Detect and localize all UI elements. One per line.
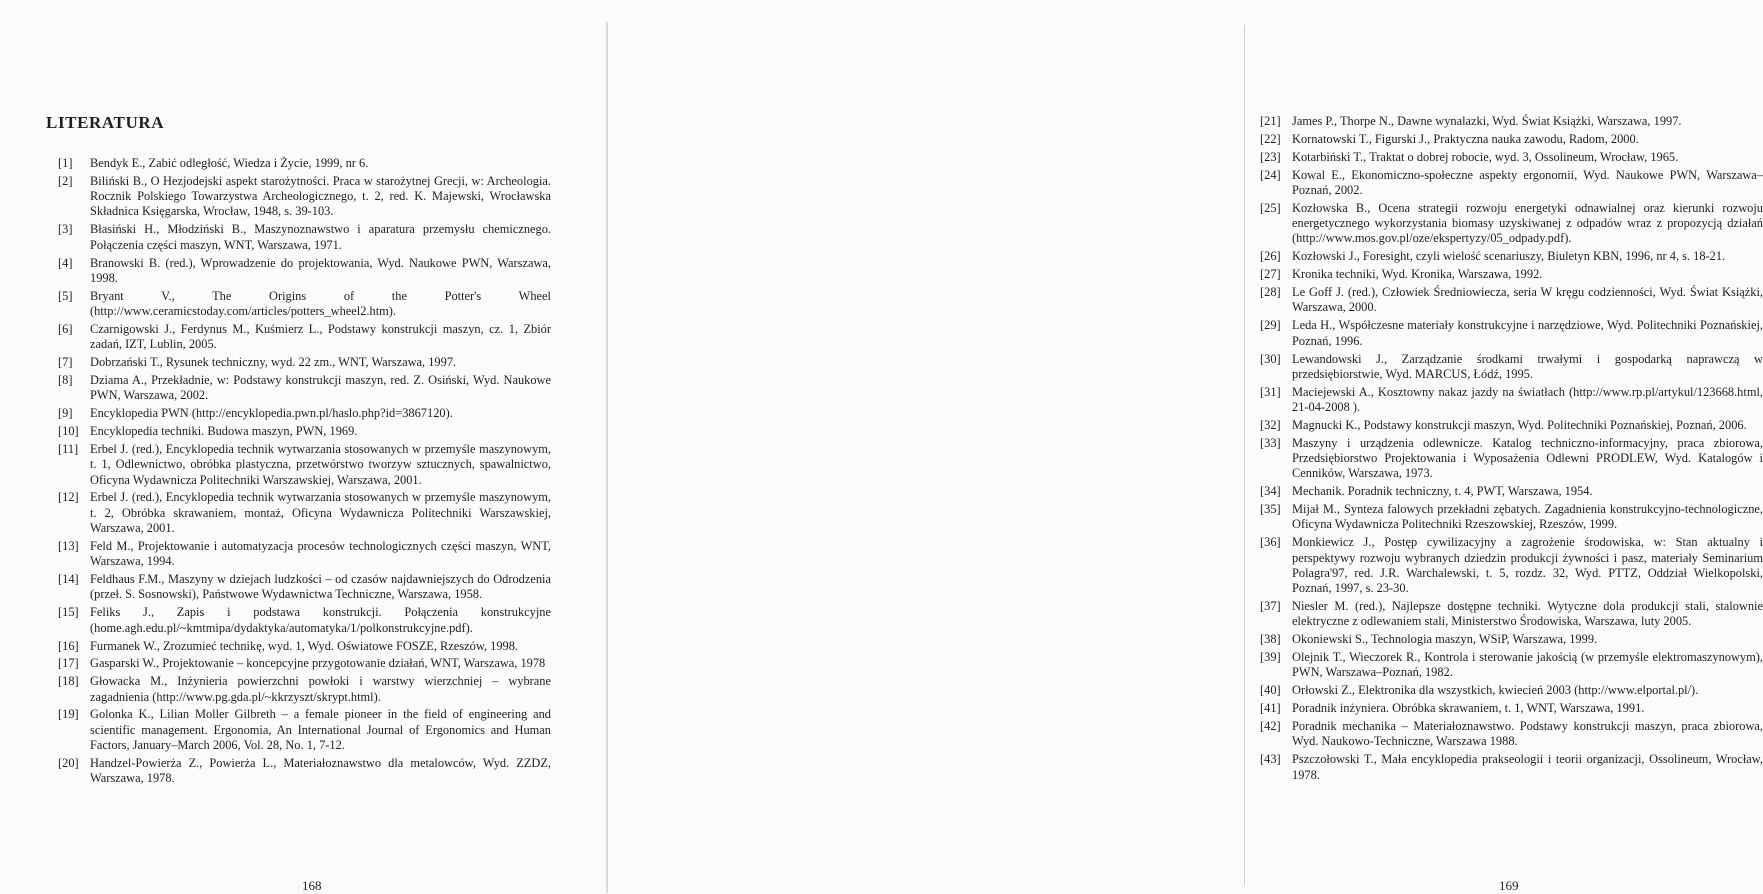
reference-item xyxy=(58,424,551,439)
reference-item xyxy=(1260,249,1763,264)
reference-item xyxy=(1260,318,1763,349)
reference-number: [36] xyxy=(1260,535,1281,550)
reference-item xyxy=(1260,267,1763,282)
reference-text: Maszyny i urządzenia odlewnicze. Katalog techniczno-informacyjny, praca zbiorowa, Przedsiębiorstwo Projektowania i Wyposażenia Odlewni PRODLEW, Wyd. Katalogów i Cenników, Warszawa, 1973. xyxy=(1292,435,1763,481)
reference-item xyxy=(1260,650,1763,681)
reference-number: [20] xyxy=(58,755,79,770)
reference-item xyxy=(1260,418,1763,433)
reference-item xyxy=(58,256,551,287)
reference-text: Encyklopedia PWN (http://encyklopedia.pwn.pl/haslo.php?id=3867120). xyxy=(90,406,453,421)
reference-text: Handzel-Powierża Z., Powierża L., Materiałoznawstwo dla metalowców, Wyd. ZZDZ, Warszawa, 1978. xyxy=(90,755,551,786)
reference-number: [11] xyxy=(58,441,79,456)
reference-text: Bendyk E., Zabić odległość, Wiedza i Życie, 1999, nr 6. xyxy=(90,156,369,170)
reference-text: Kozłowski J., Foresight, czyli wielość scenariuszy, Biuletyn KBN, 1996, nr 4, s. 18-21. xyxy=(1292,249,1726,264)
reference-item xyxy=(58,289,551,320)
reference-number: [31] xyxy=(1260,384,1281,399)
reference-number: [3] xyxy=(58,222,73,237)
reference-number: [32] xyxy=(1260,417,1281,432)
page-number-right: 169 xyxy=(1499,878,1519,893)
reference-item xyxy=(1260,436,1763,482)
reference-number: [29] xyxy=(1260,318,1281,333)
reference-text: Mechanik. Poradnik techniczny, t. 4, PWT, Warszawa, 1954. xyxy=(1292,484,1593,499)
reference-number: [41] xyxy=(1260,701,1281,716)
reference-text: Branowski B. (red.), Wprowadzenie do projektowania, Wyd. Naukowe PWN, Warszawa, 1998. xyxy=(90,255,551,285)
reference-item xyxy=(58,406,551,421)
reference-item xyxy=(1260,114,1763,129)
reference-text: Erbel J. (red.), Encyklopedia technik wytwarzania stosowanych w przemyśle maszynowym, t. 1, Odlewnictwo, obróbka plastyczna, przetwórstwo tworzyw sztucznych, spawalnictwo, Oficyna Wydawnicza Politechniki Warszawskiej, Warszawa, 2001. xyxy=(90,441,551,487)
reference-number: [25] xyxy=(1260,200,1281,215)
reference-item xyxy=(58,490,551,536)
reference-text: Feldhaus F.M., Maszyny w dziejach ludzkości – od czasów najdawniejszych do Odrodzenia (przeł. S. Sosnowski), Państwowe Wydawnictwa Techniczne, Warszawa, 1958. xyxy=(90,572,551,602)
reference-text: Kornatowski T., Figurski J., Praktyczna nauka zawodu, Radom, 2000. xyxy=(1292,131,1639,146)
reference-number: [33] xyxy=(1260,435,1281,450)
reference-number: [43] xyxy=(1260,752,1281,767)
reference-item xyxy=(58,355,551,370)
reference-number: [15] xyxy=(58,605,79,620)
reference-item xyxy=(58,639,551,654)
reference-text: Gasparski W., Projektowanie – koncepcyjne przygotowanie działań, WNT, Warszawa, 1978 xyxy=(90,656,546,671)
reference-number: [10] xyxy=(58,424,79,439)
reference-text: Erbel J. (red.), Encyklopedia technik wytwarzania stosowanych w przemyśle maszynowym, t. 2, Obróbka skrawaniem, montaż, Oficyna Wydawnicza Politechniki Warszawskiej, Warszawa, 2001. xyxy=(90,490,551,536)
reference-item xyxy=(1260,385,1763,416)
reference-number: [38] xyxy=(1260,632,1281,647)
reference-text: Monkiewicz J., Postęp cywilizacyjny a zagrożenie środowiska, w: Stan aktualny i perspektywy rozwoju wybranych dziedzin produkcji żywności i pasz, materiały Seminarium Polagra'97, red. J.R. Warchalewski, t. 5, rozdz. 32, Wyd. PTTZ, Oddział Wielkopolski, Poznań, 1997, s. 23-30. xyxy=(1292,535,1763,596)
reference-text: Lewandowski J., Zarządzanie środkami trwałymi i gospodarką naprawczą w przedsiębiorstwie, Wyd. MARCUS, Łódź, 1995. xyxy=(1292,351,1763,381)
reference-number: [22] xyxy=(1260,131,1281,146)
reference-item xyxy=(58,174,551,220)
reference-text: James P., Thorpe N., Dawne wynalazki, Wyd. Świat Książki, Warszawa, 1997. xyxy=(1292,114,1682,128)
reference-text: Kronika techniki, Wyd. Kronika, Warszawa, 1992. xyxy=(1292,267,1543,282)
reference-number: [2] xyxy=(58,173,73,188)
reference-text: Furmanek W., Zrozumieć technikę, wyd. 1, Wyd. Oświatowe FOSZE, Rzeszów, 1998. xyxy=(90,638,519,653)
reference-text: Leda H., Współczesne materiały konstrukcyjne i narzędziowe, Wyd. Politechniki Poznańskiej, Poznań, 1996. xyxy=(1292,318,1763,348)
reference-item xyxy=(1260,352,1763,383)
reference-item xyxy=(1260,701,1763,716)
reference-text: Błasiński H., Młodziński B., Maszynoznawstwo i aparatura przemysłu chemicznego. Połączenia części maszyn, WNT, Warszawa, 1971. xyxy=(90,222,551,252)
reference-text: Golonka K., Lilian Moller Gilbreth – a female pioneer in the field of engineering and scientific management. Ergonomia, An International Journal of Ergonomics and Human Factors, January–March 2006, Vol. 28, No. 1, 7-12. xyxy=(90,707,551,753)
reference-text: Encyklopedia techniki. Budowa maszyn, PWN, 1969. xyxy=(90,424,358,439)
reference-number: [8] xyxy=(58,373,73,388)
left-page xyxy=(0,0,606,893)
reference-text: Poradnik inżyniera. Obróbka skrawaniem, t. 1, WNT, Warszawa, 1991. xyxy=(1292,701,1645,716)
reference-number: [37] xyxy=(1260,599,1281,614)
reference-text: Okoniewski S., Technologia maszyn, WSiP, Warszawa, 1999. xyxy=(1292,632,1598,647)
reference-text: Czarnigowski J., Ferdynus M., Kuśmierz L., Podstawy konstrukcji maszyn, cz. 1, Zbiór zadań, IZT, Lublin, 2005. xyxy=(90,321,551,352)
reference-text: Kotarbiński T., Traktat o dobrej robocie, wyd. 3, Ossolineum, Wrocław, 1965. xyxy=(1292,149,1679,164)
reference-item xyxy=(1260,632,1763,647)
reference-text: Magnucki K., Podstawy konstrukcji maszyn, Wyd. Politechniki Poznańskiej, Poznań, 2006. xyxy=(1292,417,1747,432)
reference-text: Maciejewski A., Kosztowny nakaz jazdy na światłach (http://www.rp.pl/artykul/123668.html, 21-04-2008 ). xyxy=(1292,384,1763,414)
reference-number: [21] xyxy=(1260,114,1281,128)
reference-number: [9] xyxy=(58,406,73,421)
reference-text: Kowal E., Ekonomiczno-społeczne aspekty ergonomii, Wyd. Naukowe PWN, Warszawa–Poznań, 2002. xyxy=(1292,167,1763,197)
reference-item xyxy=(1260,502,1763,533)
reference-item xyxy=(1260,150,1763,165)
reference-number: [24] xyxy=(1260,167,1281,182)
page-heading: LITERATURA xyxy=(46,113,165,132)
reference-text: Poradnik mechanika – Materiałoznawstwo. Podstawy konstrukcji maszyn, praca zbiorowa, Wyd. Naukowo-Techniczne, Warszawa 1988. xyxy=(1292,719,1763,749)
reference-item xyxy=(58,756,551,787)
reference-item xyxy=(1260,599,1763,630)
reference-text: Olejnik T., Wieczorek R., Kontrola i sterowanie jakością (w przemyśle elektromaszynowym), PWN, Warszawa–Poznań, 1982. xyxy=(1292,650,1763,680)
reference-text: Kozłowska B., Ocena strategii rozwoju energetyki odnawialnej oraz kierunki rozwoju energetycznego wykorzystania biomasy uzyskiwanej z odpadów wraz z propozycją działań (http://www.mos.gov.pl/oze/ekspertyzy/05_odpady.pdf). xyxy=(1292,200,1763,246)
reference-item xyxy=(1260,285,1763,316)
reference-number: [39] xyxy=(1260,650,1281,665)
reference-text: Orłowski Z., Elektronika dla wszystkich, kwiecień 2003 (http://www.elportal.pl/). xyxy=(1292,683,1699,698)
reference-number: [23] xyxy=(1260,149,1281,164)
reference-item xyxy=(58,605,551,636)
reference-number: [19] xyxy=(58,707,79,722)
reference-item xyxy=(1260,132,1763,147)
reference-number: [27] xyxy=(1260,267,1281,282)
reference-item xyxy=(58,222,551,253)
reference-number: [1] xyxy=(58,156,73,170)
reference-number: [34] xyxy=(1260,484,1281,499)
scan-edge xyxy=(1244,25,1245,885)
reference-item xyxy=(58,707,551,753)
reference-item xyxy=(58,674,551,705)
reference-item xyxy=(1260,535,1763,596)
reference-number: [30] xyxy=(1260,351,1281,366)
reference-item xyxy=(58,156,551,171)
reference-item xyxy=(58,442,551,488)
reference-number: [26] xyxy=(1260,249,1281,264)
reference-item xyxy=(1260,484,1763,499)
reference-number: [6] xyxy=(58,321,73,336)
reference-item xyxy=(1260,719,1763,750)
reference-item xyxy=(58,656,551,671)
reference-number: [28] xyxy=(1260,285,1281,300)
reference-number: [12] xyxy=(58,490,79,505)
reference-number: [5] xyxy=(58,288,73,303)
right-page xyxy=(608,0,1763,893)
reference-text: Niesler M. (red.), Najlepsze dostępne techniki. Wytyczne dola produkcji stali, stalownie elektryczne z odlewaniem stali, Ministerstwo Środowiska, Warszawa, luty 2005. xyxy=(1292,599,1763,629)
reference-item xyxy=(1260,201,1763,247)
reference-text: Feld M., Projektowanie i automatyzacja procesów technologicznych części maszyn, WNT, Warszawa, 1994. xyxy=(90,538,551,569)
reference-item xyxy=(58,572,551,603)
reference-number: [16] xyxy=(58,638,79,653)
reference-text: Dobrzański T., Rysunek techniczny, wyd. 22 zm., WNT, Warszawa, 1997. xyxy=(90,355,457,370)
reference-number: [18] xyxy=(58,674,79,689)
reference-item xyxy=(1260,752,1763,783)
reference-list-left xyxy=(58,156,551,789)
reference-text: Biliński B., O Hezjodejski aspekt starożytności. Praca w starożytnej Grecji, w: Archeologia. Rocznik Polskiego Towarzystwa Archeologicznego, t. 2, red. K. Majewski, Wrocławska Składnica Księgarska, Wrocław, 1948, s. 39-103. xyxy=(90,173,551,219)
reference-text: Głowacka M., Inżynieria powierzchni powłoki i warstwy wierzchniej – wybrane zagadnienia (http://www.pg.gda.pl/~kkrzyszt/skrypt.html). xyxy=(90,674,551,704)
page-number-left: 168 xyxy=(302,878,322,893)
reference-text: Le Goff J. (red.), Człowiek Średniowiecza, seria W kręgu codzienności, Wyd. Świat Książki, Warszawa, 2000. xyxy=(1292,285,1763,315)
reference-text: Feliks J., Zapis i podstawa konstrukcji. Połączenia konstrukcyjne (home.agh.edu.pl/~kmtmipa/dydaktyka/automatyka/1/polkonstrukcyjne.pdf). xyxy=(90,605,551,635)
reference-number: [35] xyxy=(1260,502,1281,517)
reference-number: [42] xyxy=(1260,719,1281,734)
reference-item xyxy=(1260,683,1763,698)
reference-item xyxy=(1260,168,1763,199)
reference-text: Mijał M., Synteza falowych przekładni zębatych. Zagadnienia konstrukcyjno-technologiczne, Oficyna Wydawnicza Politechniki Rzeszowskiej, Rzeszów, 1999. xyxy=(1292,502,1763,532)
reference-number: [13] xyxy=(58,538,79,553)
reference-text: Bryant V., The Origins of the Potter's Wheel (http://www.ceramicstoday.com/articles/potters_wheel2.htm). xyxy=(90,288,551,319)
reference-item xyxy=(58,322,551,353)
reference-list-right xyxy=(1260,114,1763,786)
reference-number: [4] xyxy=(58,255,73,270)
reference-item xyxy=(58,539,551,570)
reference-number: [17] xyxy=(58,656,79,671)
reference-text: Pszczołowski T., Mała encyklopedia prakseologii i teorii organizacji, Ossolineum, Wrocław, 1978. xyxy=(1292,752,1763,782)
reference-number: [40] xyxy=(1260,683,1281,698)
reference-text: Dziama A., Przekładnie, w: Podstawy konstrukcji maszyn, red. Z. Osiński, Wyd. Naukowe PWN, Warszawa, 2002. xyxy=(90,373,551,403)
reference-item xyxy=(58,373,551,404)
reference-number: [7] xyxy=(58,355,73,370)
reference-number: [14] xyxy=(58,572,79,587)
